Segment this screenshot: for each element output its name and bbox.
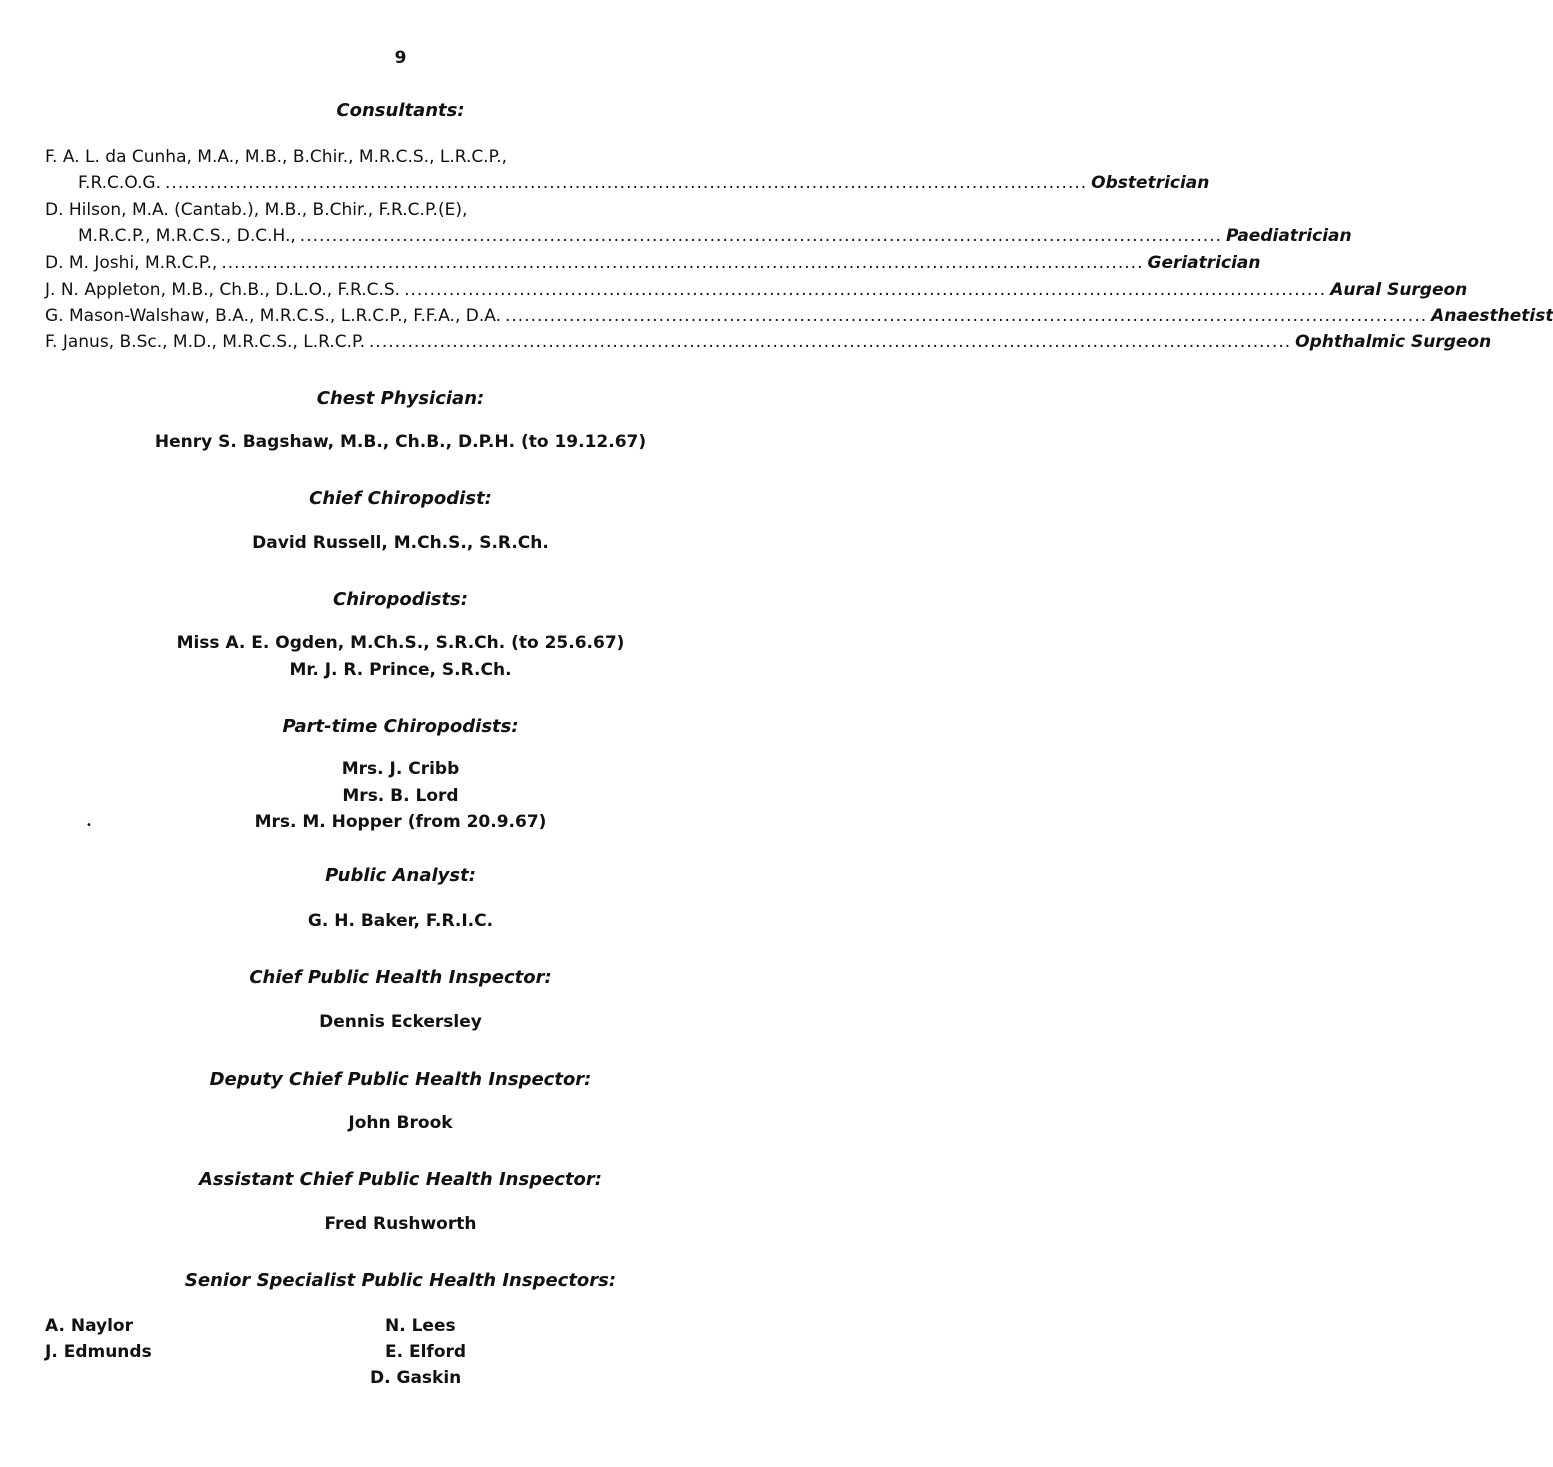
chief-chiropodist-name: David Russell, M.Ch.S., S.R.Ch. [252, 533, 549, 553]
consultant-3 [45, 253, 1261, 273]
consultant-2-role: Paediatrician [1225, 226, 1352, 246]
consultants-heading: Consultants: [336, 100, 465, 121]
senior-specialist-right: N. Lees [385, 1316, 456, 1336]
deputy-chief-phi-name: John Brook [348, 1113, 453, 1133]
consultant-6-role: Ophthalmic Surgeon [1295, 332, 1492, 352]
consultant-5-role: Anaesthetist [1431, 306, 1553, 326]
consultant-4 [45, 280, 1468, 300]
print-speck: • [86, 820, 92, 831]
consultant-5 [45, 306, 1553, 326]
chiropodist-name: Miss A. E. Ogden, M.Ch.S., S.R.Ch. (to 25.6.67) [176, 633, 625, 653]
consultant-3-name: D. M. Joshi, M.R.C.P., [45, 253, 218, 273]
part-time-chiropodist-name: Mrs. J. Cribb [341, 759, 460, 779]
chiropodist-name: Mr. J. R. Prince, S.R.Ch. [289, 660, 512, 680]
assistant-chief-phi-name: Fred Rushworth [324, 1214, 477, 1234]
chiropodists-heading: Chiropodists: [333, 589, 468, 610]
part-time-chiropodist-name: Mrs. B. Lord [342, 786, 459, 806]
leader-dots: ................................................................................................................................................ [504, 306, 1428, 326]
senior-specialist-left: A. Naylor [45, 1316, 133, 1336]
leader-dots: ................................................................................................................................................ [299, 226, 1222, 246]
page-number: 9 [394, 48, 407, 68]
consultant-3-role: Geriatrician [1147, 253, 1261, 273]
part-time-chiropodist-name: Mrs. M. Hopper (from 20.9.67) [254, 812, 547, 832]
consultant-5-name: G. Mason-Walshaw, B.A., M.R.C.S., L.R.C.P., F.F.A., D.A. [45, 306, 501, 326]
chief-phi-heading: Chief Public Health Inspector: [249, 967, 552, 988]
consultant-4-name: J. N. Appleton, M.B., Ch.B., D.L.O., F.R.C.S. [45, 280, 401, 300]
consultant-6-name: F. Janus, B.Sc., M.D., M.R.C.S., L.R.C.P. [45, 332, 366, 352]
consultant-2-qualifications: M.R.C.P., M.R.C.S., D.C.H., [78, 226, 296, 246]
consultant-1-line2 [78, 173, 1210, 193]
consultant-1-role: Obstetrician [1091, 173, 1210, 193]
chief-phi-name: Dennis Eckersley [319, 1012, 482, 1032]
consultant-1-line1: F. A. L. da Cunha, M.A., M.B., B.Chir., M.R.C.S., L.R.C.P., [45, 147, 508, 167]
consultant-6 [45, 332, 1492, 352]
assistant-chief-phi-heading: Assistant Chief Public Health Inspector: [198, 1169, 602, 1190]
senior-specialist-phi-heading: Senior Specialist Public Health Inspectors: [184, 1270, 617, 1291]
consultant-4-role: Aural Surgeon [1330, 280, 1468, 300]
consultant-1-qualifications: F.R.C.O.G. [78, 173, 162, 193]
leader-dots: ................................................................................................................................................ [221, 253, 1144, 273]
chest-physician-name: Henry S. Bagshaw, M.B., Ch.B., D.P.H. (to 19.12.67) [154, 432, 647, 452]
chief-chiropodist-heading: Chief Chiropodist: [309, 488, 492, 509]
deputy-chief-phi-heading: Deputy Chief Public Health Inspector: [209, 1069, 592, 1090]
consultant-2-line1: D. Hilson, M.A. (Cantab.), M.B., B.Chir., F.R.C.P.(E), [45, 200, 468, 220]
leader-dots: ................................................................................................................................................ [165, 173, 1088, 193]
senior-specialist-right: D. Gaskin [370, 1368, 462, 1388]
chest-physician-heading: Chest Physician: [316, 388, 485, 409]
part-time-chiropodists-heading: Part-time Chiropodists: [282, 716, 519, 737]
senior-specialist-right: E. Elford [385, 1342, 467, 1362]
leader-dots: ................................................................................................................................................ [369, 332, 1292, 352]
public-analyst-name: G. H. Baker, F.R.I.C. [307, 911, 494, 931]
public-analyst-heading: Public Analyst: [325, 865, 476, 886]
senior-specialist-left: J. Edmunds [45, 1342, 152, 1362]
leader-dots: ................................................................................................................................................ [404, 280, 1327, 300]
consultant-2-line2 [78, 226, 1352, 246]
